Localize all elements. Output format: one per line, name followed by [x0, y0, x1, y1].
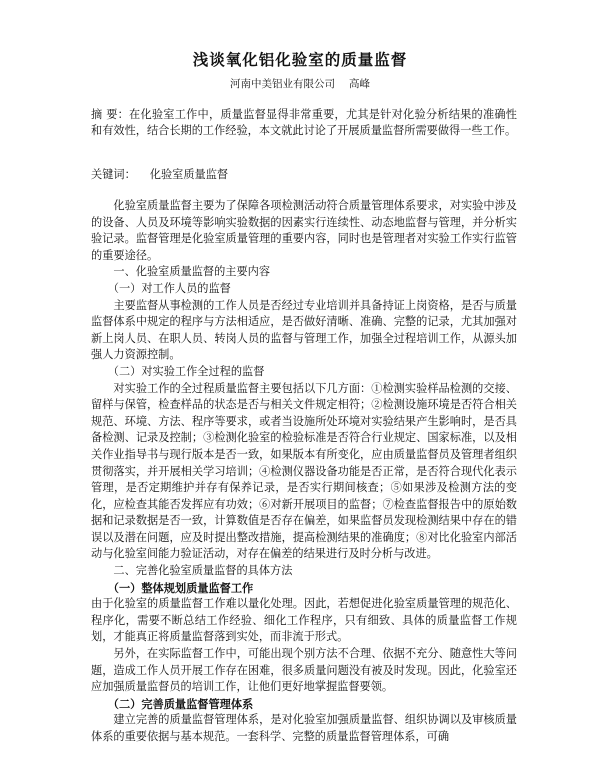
keywords-text: 化验室质量监督 — [149, 168, 229, 181]
keywords — [91, 167, 517, 183]
section-2-1-paragraph-b: 另外，在实际监督工作中，可能出现个别方法不合理、依据不充分、随意性大等问题，造成工作人员开展工作存在困难，很多质量问题没有被及时发现。因此，化验室还应加强质量监督员的培训工作，让他们更好地掌握监督要领。 — [91, 647, 517, 694]
byline — [0, 76, 600, 91]
section-1-1-heading: （一）对工作人员的监督 — [107, 281, 231, 295]
intro-paragraph: 化验室质量监督主要为了保障各项检测活动符合质量管理体系要求，对实验中涉及的设备、人员及环境等影响实验数据的因素实行连续性、动态地监督与管理，并分析实验记录。监督管理是化验室质量管理的重要内容，同时也是管理者对实验工作实行监管的重要途径。 — [91, 199, 517, 262]
body-text — [91, 198, 517, 746]
section-1-heading: 一、化验室质量监督的主要内容 — [113, 265, 271, 279]
section-2-1-heading: （一）整体规划质量监督工作 — [107, 580, 254, 595]
section-2-2-heading: （二）完善质量监督管理体系 — [107, 696, 254, 711]
section-2-2-paragraph: 建立完善的质量监督管理体系，是对化验室加强质量监督、组织协调以及审核质量体系的重要依据与基本规范。一套科学、完整的质量监督管理体系，可确 — [91, 713, 517, 743]
document-title: 浅谈氧化铝化验室的质量监督 — [192, 51, 408, 69]
author-organization: 河南中美铝业有限公司 — [230, 78, 335, 90]
abstract-label: 摘 要： — [91, 108, 130, 121]
abstract-text: 在化验室工作中，质量监督显得非常重要，尤其是针对化验分析结果的准确性和有效性，结合长期的工作经验，本文就此讨论了开展质量监督所需要做得一些工作。 — [91, 108, 517, 138]
section-2-heading: 二、完善化验室质量监督的具体方法 — [113, 564, 293, 578]
abstract — [91, 107, 517, 139]
section-1-1-paragraph: 主要监督从事检测的工作人员是否经过专业培训并具备持证上岗资格，是否与质量监督体系中规定的程序与方法相适应，是否做好清晰、准确、完整的记录，尤其加强对新上岗人员、在职人员、转岗人员的监督与管理工作，加强全过程培训工作，从源头加强人力资源控制。 — [91, 298, 517, 362]
author-name: 高峰 — [349, 78, 370, 90]
section-1-2-heading: （二）对实验工作全过程的监督 — [107, 364, 265, 378]
section-1-2-paragraph: 对实验工作的全过程质量监督主要包括以下几方面：①检测实验样品检测的交接、留样与保管，检查样品的状态是否与相关文件规定相符；②检测设施环境是否符合相关规范、环境、方法、程序等要求，或者当设施所处环境对实验结果产生影响时，是否具备检测、记录及控制；③检测化验室的检验标准是否符合行业规定、国家标准，以及相关作业指导书与现行版本是否一致，如果版本有所变化，应由质量监督员及管理者组织贯彻落实，并开展相关学习培训；④检测仪器设备功能是否正常，是否符合现代化表示管理，是否定期维护并存有保养记录，是否实行期间核查；⑤如果涉及检测方法的变化，应检查其能否发挥应有功效；⑥对新开展项目的监督；⑦检查监督报告中的原始数据和记录数据是否一致，计算数值是否存在偏差，如果监督员发现检测结果中存在的错误以及潜在问题，应及时提出整改措施，提高检测结果的准确度；⑧对比化验室内部活动与化验室间能力验证活动，对存在偏差的结果进行及时分析与改进。 — [91, 381, 517, 561]
section-2-1-paragraph-a: 由于化验室的质量监督工作难以量化处理。因此，若想促进化验室质量管理的规范化、程序化，需要不断总结工作经验、细化工作程序，只有细致、具体的质量监督工作规划，才能真正将质量监督落到实处，而非流于形式。 — [91, 597, 517, 644]
keywords-label: 关键词： — [91, 168, 136, 181]
